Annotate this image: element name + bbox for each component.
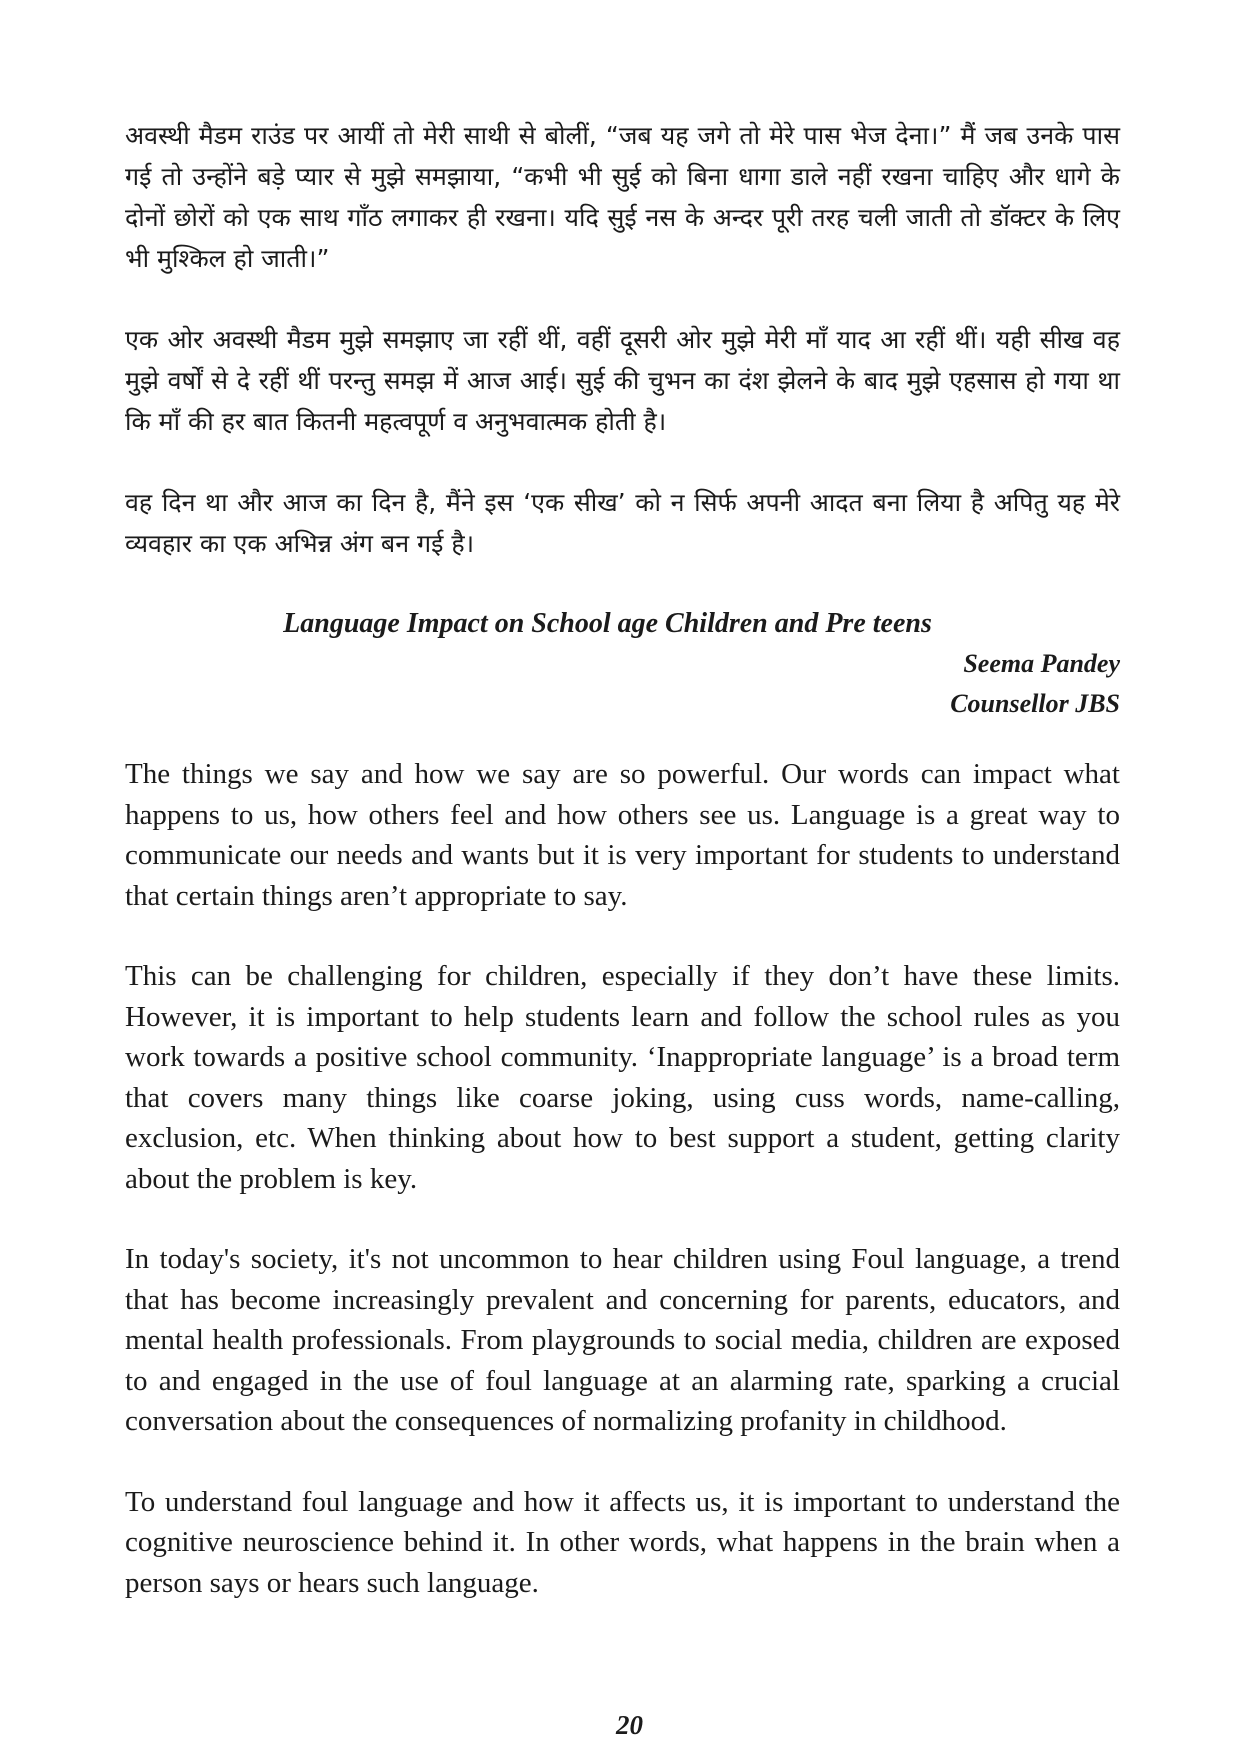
article-paragraph: This can be challenging for children, especially if they don’t have these limits. However, it is important to help students learn and follow the school rules as you work towards a positive school community. ‘Inappropriate language’ is a broad term that covers many things like coarse joking, using cuss words, name-calling, exclusion, etc. When thinking about how to best support a student, getting clarity about the problem is key. xyxy=(125,960,1120,1195)
article-title: Language Impact on School age Children and Pre teens xyxy=(283,608,932,639)
hindi-paragraph: एक ओर अवस्थी मैडम मुझे समझाए जा रहीं थीं, वहीं दूसरी ओर मुझे मेरी माँ याद आ रहीं थीं। यही सीख वह मुझे वर्षों से दे रहीं थीं परन्तु समझ में आज आई। सुई की चुभन का दंश झेलने के बाद मुझे एहसास हो गया था कि माँ की हर बात कितनी महत्वपूर्ण व अनुभवात्मक होती है। xyxy=(125,325,1120,436)
article-paragraph: In today's society, it's not uncommon to hear children using Foul language, a trend that has become increasingly prevalent and concerning for parents, educators, and mental health professionals. From playgrounds to social media, children are exposed to and engaged in the use of foul language at an alarming rate, sparking a crucial conversation about the consequences of normalizing profanity in childhood. xyxy=(125,1243,1120,1437)
author-role: Counsellor JBS xyxy=(950,689,1120,718)
hindi-paragraph: अवस्थी मैडम राउंड पर आयीं तो मेरी साथी से बोलीं, “जब यह जगे तो मेरे पास भेज देना।” मैं जब उनके पास गई तो उन्होंने बड़े प्यार से मुझे समझाया, “कभी भी सुई को बिना धागा डाले नहीं रखना चाहिए और धागे के दोनों छोरों को एक साथ गाँठ लगाकर ही रखना। यदि सुई नस के अन्दर पूरी तरह चली जाती तो डॉक्टर के लिए भी मुश्किल हो जाती।” xyxy=(125,121,1120,273)
page-content xyxy=(125,115,1120,1643)
author-name: Seema Pandey xyxy=(963,649,1120,678)
page-number: 20 xyxy=(616,1710,643,1740)
byline xyxy=(125,644,1120,724)
article-paragraph: The things we say and how we say are so powerful. Our words can impact what happens to us, how others feel and how others see us. Language is a great way to communicate our needs and wants but it is very important for students to understand that certain things aren’t appropriate to say. xyxy=(125,758,1120,912)
article-paragraph: To understand foul language and how it affects us, it is important to understand the cognitive neuroscience behind it. In other words, what happens in the brain when a person says or hears such language. xyxy=(125,1485,1120,1599)
hindi-paragraph: वह दिन था और आज का दिन है, मैंने इस ‘एक सीख’ को न सिर्फ अपनी आदत बना लिया है अपितु यह मेरे व्यवहार का एक अभिन्न अंग बन गई है। xyxy=(125,488,1120,558)
